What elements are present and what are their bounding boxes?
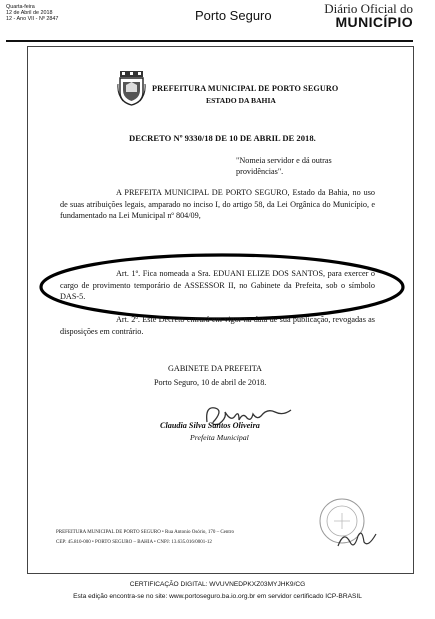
gazette-logo-line1: Diário Oficial do	[324, 1, 413, 16]
municipal-crest-icon	[117, 70, 146, 106]
site-notice: Esta edição encontra-se no site: www.portoseguro.ba.io.org.br em servidor certificado ICP-BRASIL	[73, 593, 362, 600]
decree-article-1: Art. 1º. Fica nomeada a Sra. EDUANI ELIZE DOS SANTOS, para exercer o cargo de provimento temporário de ASSESSOR II, no Gabinete da Prefeita, sob o símbolo DAS-5.	[60, 269, 375, 301]
rubric-signature-icon	[334, 524, 380, 554]
gazette-logo	[324, 2, 413, 30]
decree-article-2: Art. 2º. Este Decreto entrará em vigor na data de sua publicação, revogadas as disposições em contrário.	[60, 315, 375, 336]
edition-weekday: Quarta-feira	[6, 4, 35, 10]
org-state: ESTADO DA BAHIA	[206, 96, 276, 105]
cabinet-label: GABINETE DA PREFEITA	[168, 364, 262, 373]
header-divider	[6, 40, 413, 42]
signer-name: Claudia Silva Santos Oliveira	[160, 421, 260, 430]
edition-number: 12 - Ano VII - Nº 2847	[6, 16, 59, 23]
document-footer-address: PREFEITURA MUNICIPAL DE PORTO SEGURO • Rua Antonio Osório, 170 – Centro	[56, 530, 234, 535]
document-footer-contact: CEP: 45.810-000 • PORTO SEGURO – BAHIA • CNPJ: 13.635.016/0001-12	[56, 540, 212, 545]
place-date: Porto Seguro, 10 de abril de 2018.	[154, 378, 267, 387]
edition-date: 12 de Abril de 2018	[6, 10, 53, 17]
decree-title: DECRETO Nº 9330/18 DE 10 DE ABRIL DE 2018.	[129, 133, 316, 143]
decree-preamble: A PREFEITA MUNICIPAL DE PORTO SEGURO, Estado da Bahia, no uso de suas atribuições legais, amparado no inciso I, do artigo 58, da Lei Orgânica do Município, e fundamentado na Lei Municipal nº 804/09,	[60, 188, 375, 220]
org-name: PREFEITURA MUNICIPAL DE PORTO SEGURO	[152, 84, 339, 93]
city-name: Porto Seguro	[195, 8, 272, 23]
signer-role: Prefeita Municipal	[190, 433, 249, 442]
digital-certification: CERTIFICAÇÃO DIGITAL: WVUVNEDPKXZ03MYJHK9/CG	[129, 581, 306, 588]
gazette-logo-line2: MUNICÍPIO	[335, 14, 413, 30]
decree-ementa: "Nomeia servidor e dá outras providências".	[236, 156, 332, 176]
edition-info	[6, 4, 58, 23]
